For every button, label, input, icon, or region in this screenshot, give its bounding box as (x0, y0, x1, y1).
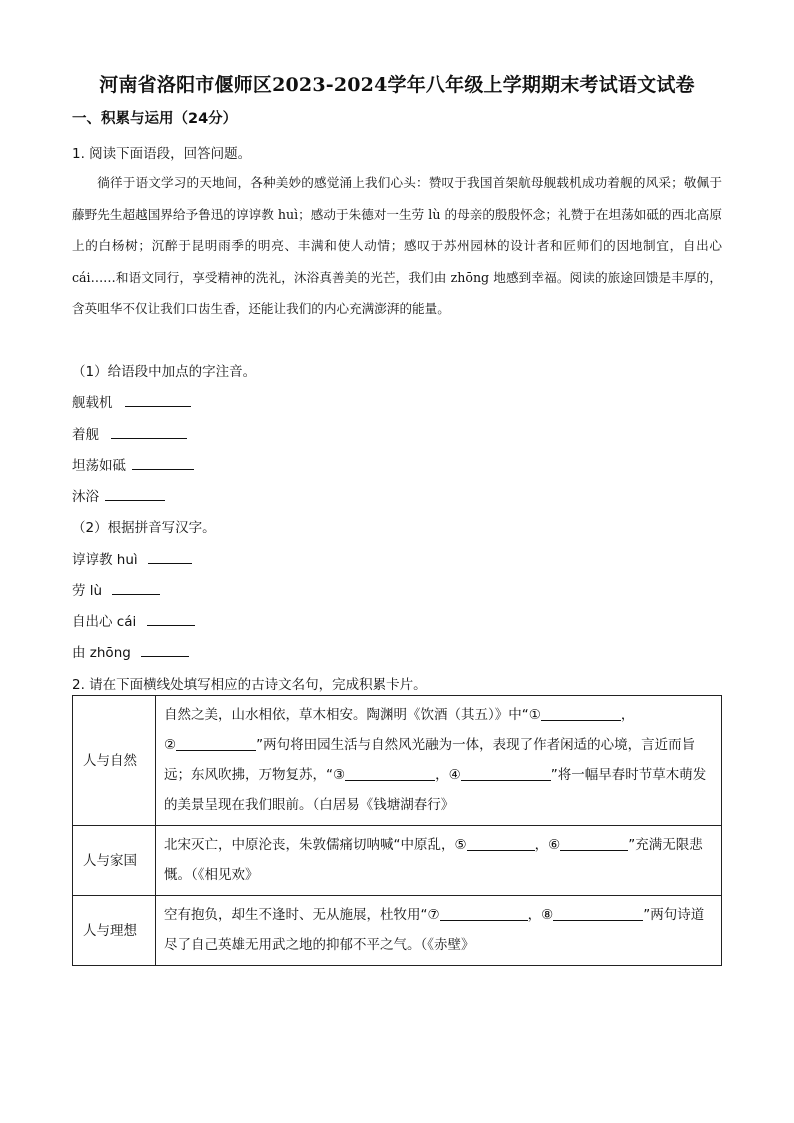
hanzi-item (72, 610, 195, 630)
question-2-stem: 2. 请在下面横线处填写相应的古诗文名句，完成积累卡片。 (72, 677, 427, 693)
exam-title: 河南省洛阳市偃师区2023-2024学年八年级上学期期末考试语文试卷 (99, 74, 695, 96)
answer-blank[interactable] (553, 906, 643, 921)
table-row (73, 696, 722, 826)
reading-passage (72, 167, 722, 325)
answer-blank[interactable] (132, 456, 194, 470)
content-text: 北宋灭亡，中原沦丧，朱敦儒痛切呐喊“中原乱，⑤ (164, 837, 467, 853)
answer-blank[interactable] (461, 766, 551, 781)
content-text: ”两句诗道尽了自己英雄无用武之地的抑郁不平之气。（《赤壁》 (164, 907, 705, 953)
answer-blank[interactable] (111, 425, 187, 439)
answer-blank[interactable] (176, 736, 256, 751)
pinyin-item (72, 391, 191, 411)
category-cell: 人与理想 (73, 896, 156, 966)
answer-blank[interactable] (105, 487, 165, 501)
category-cell: 人与家国 (73, 826, 156, 896)
content-text: 空有抱负，却生不逢时、无从施展，杜牧用“⑦ (164, 907, 440, 923)
item-word: 沐浴 (72, 489, 99, 505)
hanzi-item (72, 641, 189, 661)
content-text: ”两句将田园生活与自然风光融为一体，表现了作者闲适的心境，言近而旨远；东风吹拂，万物复苏，“③ (164, 737, 696, 783)
item-word: 着舰 (72, 427, 99, 443)
table-row (73, 896, 722, 966)
item-word: 舰载机 (72, 395, 113, 411)
content-cell (156, 826, 722, 896)
answer-blank[interactable] (147, 612, 195, 626)
answer-blank[interactable] (541, 706, 621, 721)
content-text: ，⑧ (527, 907, 554, 923)
answer-blank[interactable] (112, 581, 160, 595)
table-row (73, 826, 722, 896)
content-text: ② (164, 737, 177, 753)
pinyin-item (72, 423, 187, 443)
passage-text: 徜徉于语文学习的天地间，各种美妙的感觉涌上我们心头：赞叹于我国首架航母舰载机成功着舰的风采；敬佩于藤野先生超越国界给予鲁迅的谆谆教 huì；感动于朱德对一生劳 lù 的母亲的殷殷怀念；礼赞于在坦荡如砥的西北高原上的白杨树；沉醉于昆明雨季的明亮、丰满和使人动情；感叹于苏州园林的设计者和匠师们的因地制宜，自出心 cái……和语文同行，享受精神的洗礼，沐浴真善美的光芒，我们由 zhōng 地感到幸福。阅读的旅途回馈是丰厚的，含英咀华不仅让我们口齿生香，还能让我们的内心充满澎湃的能量。 (72, 175, 722, 316)
answer-blank[interactable] (345, 766, 435, 781)
content-cell (156, 696, 722, 826)
subquestion-2: （2）根据拼音写汉字。 (72, 520, 216, 536)
category-cell: 人与自然 (73, 696, 156, 826)
item-word: 自出心 cái (72, 614, 137, 630)
item-word: 由 zhōng (72, 645, 131, 661)
content-text: ，④ (435, 767, 461, 783)
content-text: ， (620, 707, 635, 723)
hanzi-item (72, 579, 160, 599)
answer-blank[interactable] (125, 393, 191, 407)
pinyin-item (72, 454, 194, 474)
answer-blank[interactable] (141, 643, 189, 657)
content-text: ，⑥ (534, 837, 561, 853)
content-cell (156, 896, 722, 966)
item-word: 劳 lù (72, 583, 103, 599)
item-word: 谆谆教 huì (72, 552, 138, 568)
answer-blank[interactable] (148, 550, 192, 564)
answer-blank[interactable] (560, 836, 628, 851)
answer-blank[interactable] (467, 836, 535, 851)
content-text: ”将一幅早春时节草木萌发的美景呈现在我们眼前。（白居易《钱塘湖春行》 (164, 767, 707, 813)
question-1-stem: 1. 阅读下面语段，回答问题。 (72, 146, 252, 162)
item-word: 坦荡如砥 (72, 458, 126, 474)
poetry-card-table (72, 695, 722, 966)
section-heading: 一、积累与运用（24分） (72, 111, 238, 127)
hanzi-item (72, 548, 192, 568)
content-text: 自然之美，山水相依，草木相安。陶渊明《饮酒（其五）》中“① (164, 707, 541, 723)
subquestion-1: （1）给语段中加点的字注音。 (72, 364, 257, 380)
pinyin-item (72, 485, 165, 505)
answer-blank[interactable] (440, 906, 528, 921)
content-text: ”充满无限悲慨。（《相见欢》 (164, 837, 703, 883)
